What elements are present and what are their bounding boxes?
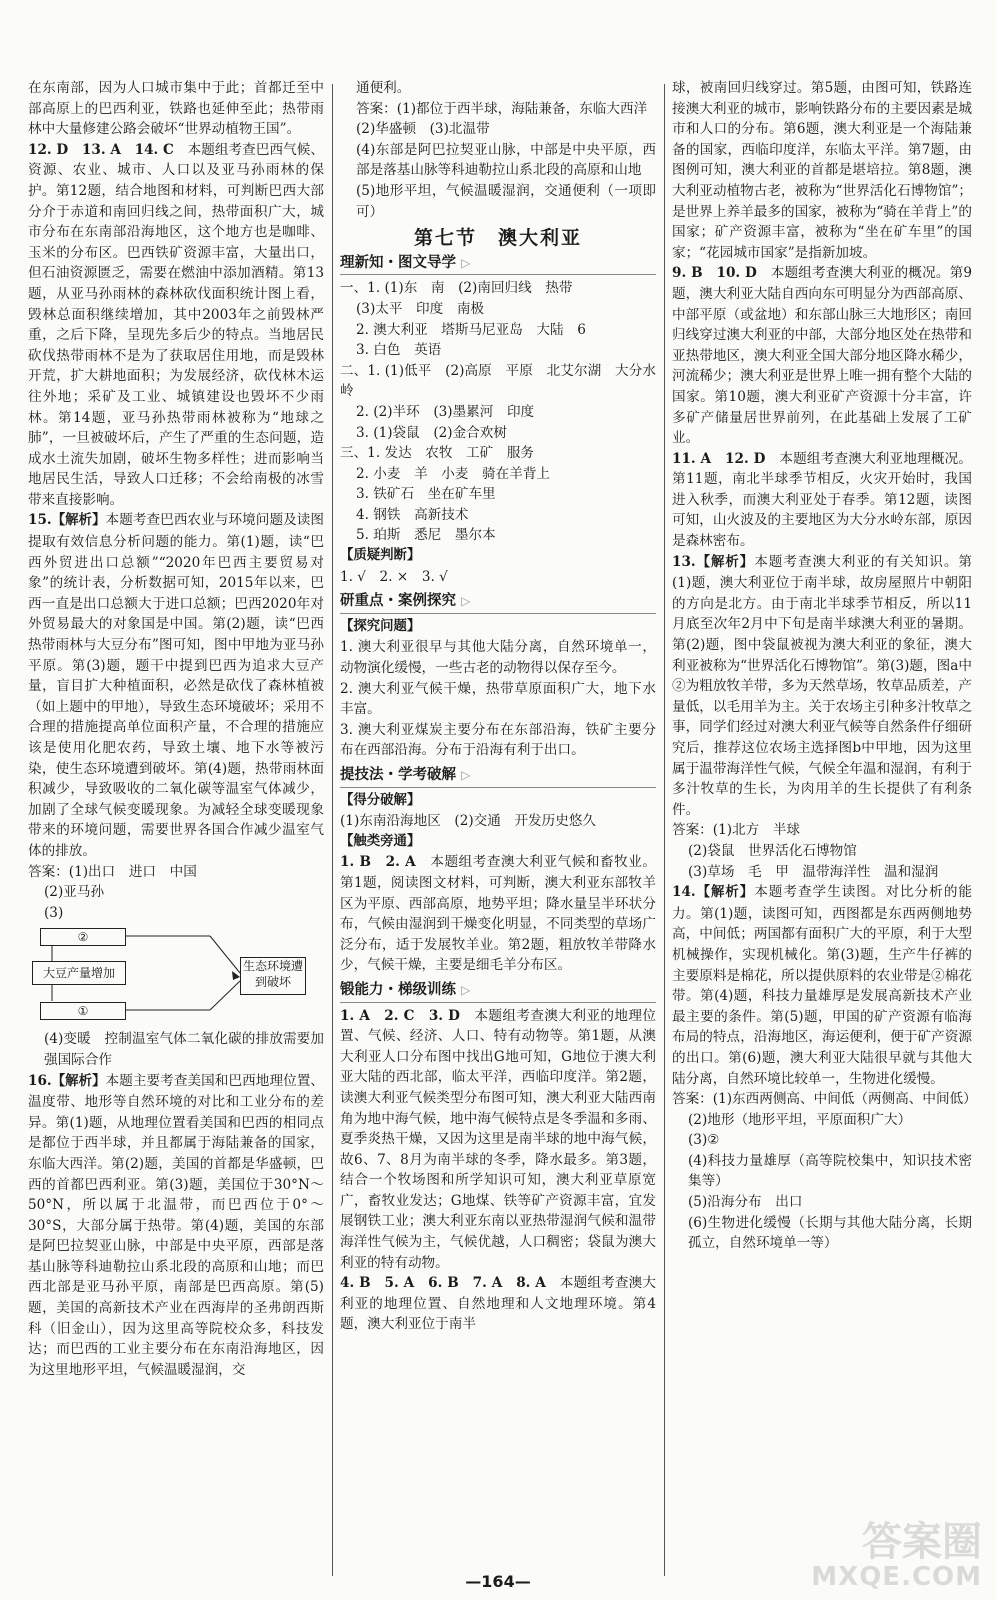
- subheading: 【触类旁通】: [340, 833, 421, 849]
- question-block: [340, 852, 656, 976]
- question-block: [340, 1273, 656, 1335]
- heading-text: 提技法・学考破解: [340, 767, 456, 783]
- answer-key: 12. D 13. A 14. C: [28, 141, 174, 158]
- answer-line: (6)生物进化缓慢（长期与其他大陆分离，长期孤立，自然环境单一等）: [688, 1214, 972, 1252]
- answer-line: 答案：(1)出口 进口 中国: [28, 863, 197, 880]
- judgement-answers: 1. √ 2. × 3. √: [340, 568, 448, 585]
- watermark-text: 答案圈: [862, 1519, 982, 1565]
- question-number: 16.: [28, 1072, 52, 1089]
- fill-answer: 3. 白色 英语: [356, 342, 442, 359]
- paragraph: (1)东南沿海地区 (2)交通 开发历史悠久: [340, 813, 597, 830]
- column-divider-2: [664, 84, 665, 1576]
- answer-line: 答案：(1)东西两侧高、中间低（两侧高、中间低）: [672, 1091, 977, 1108]
- question-16: [28, 1071, 324, 1381]
- analysis-tag: 【解析】: [51, 1073, 106, 1089]
- paragraph: 通便利。: [356, 80, 411, 96]
- answer-key: 11. A 12. D: [672, 450, 766, 467]
- heading-text: 研重点・案例探究: [340, 593, 456, 610]
- subheading: 【质疑判断】: [340, 548, 421, 564]
- explanation: 本题组考查巴西气候、资源、农业、城市、人口以及亚马孙雨林的保护。第12题，结合地图和材料，可判断巴西大部分介于赤道和南回归线之间，热带面积广大，城市分布在东南部沿海地区，这个地方也是咖啡、玉米的分布区。巴西铁矿资源丰富，大量出口，但石油资源匮乏，需要在燃油中添加酒精。第13题，从亚马孙雨林的森林砍伐面积统计图上看，毁林总面积继续增加，其中2003年之前毁林严重，之后下降，呈现先多后少的特点。当地居民砍伐热带雨林不是为了获取居住用地，而是毁林开荒，扩大耕地面积；为发展经济，砍伐林木运往外地；采矿及工业、城镇建设也毁坏不少雨林。第14题，亚马孙热带雨林被称为“地球之肺”，一旦被破坏后，产生了严重的生态问题，造成水土流失加剧，破坏生物多样性；进而影响当地居民生活，导致人口迁移；不会给南极的冰雪带来直接影响。: [28, 141, 324, 508]
- fill-answer: 2. 澳大利亚 塔斯马尼亚岛 大陆 6: [356, 321, 586, 338]
- explanation: 本题组考查澳大利亚气候和畜牧业。第1题，阅读图文材料，可判断，澳大利亚东部牧羊区为平原、西部高原，地势平坦；降水量呈半环状分布，气候由湿润到干燥变化明显，不同类型的草场广泛分布，适于发展牧羊业。第2题，粗放牧羊带降水少，气候干燥，主要是细毛羊分布区。: [340, 854, 656, 974]
- arrow-icon: ▷: [461, 594, 471, 609]
- fill-answer: 5. 珀斯 悉尼 墨尔本: [356, 527, 496, 544]
- subheading: 【得分破解】: [340, 792, 421, 808]
- answer-line: (4)变暖 控制温室气体二氧化碳的排放需要加强国际合作: [44, 1031, 324, 1068]
- paragraph: 球，被南回归线穿过。第5题，由图可知，铁路连接澳大利亚的城市，影响铁路分布的主要因素是城市和人口的分布。第6题，澳大利亚是一个海陆兼备的国家，西临印度洋，东临太平洋。第7题，由图例可知，澳大利亚的首都是堪培拉。第8题，澳大利亚动植物古老，被称为“世界活化石博物馆”；是世界上养羊最多的国家，被称为“骑在羊背上”的国家；矿产资源丰富，被称为“坐在矿车里”的国家；“花园城市国家”是指新加坡。: [672, 80, 972, 261]
- fill-answer: 3. 铁矿石 坐在矿车里: [356, 486, 496, 503]
- fill-answer: 二、1. (1)低平 (2)高原 平原 北艾尔湖 大分水岭: [340, 362, 656, 400]
- question-14: [672, 882, 972, 1089]
- list-item: 3. 澳大利亚煤炭主要分布在东部沿海，铁矿主要分布在西部沿海。分布于沿海有利于出口。: [340, 721, 656, 759]
- explanation: 本题主要考查美国和巴西地理位置、温度带、地形等自然环境的对比和工业分布的差异。第(1)题，从地理位置看美国和巴西的相同点是都位于西半球，并且都属于海陆兼备的国家，东临大西洋。第(2)题，美国的首都是华盛顿，巴西的首都巴西利亚。第(3)题，美国位于30°N～50°N，所以属于北温带，而巴西位于0°～30°S，大部分属于热带。第(4)题，美国的东部是阿巴拉契亚山脉，中部是中央平原，西部是落基山脉等科迪勒拉山系北段的高原和山地；而巴西北部是亚马孙平原，南部是巴西高原。第(5)题，美国的高新技术产业在西海岸的圣弗朗西斯科（旧金山），因为这里高等院校众多，科技发达；而巴西的工业主要分布在东南沿海地区，因为这里地形平坦，气候温暖湿润，交: [28, 1072, 325, 1378]
- answer-line: (2)亚马孙: [44, 884, 105, 901]
- answer-line: (4)科技力量雄厚（高等院校集中，知识技术密集等）: [688, 1152, 972, 1190]
- question-block: [340, 1006, 656, 1274]
- answer-line: (5)沿海分布 出口: [688, 1194, 803, 1211]
- page-number: —164—: [465, 1572, 531, 1591]
- question-number: 15.: [28, 512, 52, 529]
- arrow-icon: ▷: [461, 982, 471, 997]
- heading-text: 理新知・图文导学: [340, 254, 456, 271]
- answer-line: (3): [44, 904, 64, 921]
- question-number: 13.: [672, 553, 696, 570]
- list-item: 1. 澳大利亚很早与其他大陆分离，自然环境单一，动物演化缓慢，一些古老的动物得以保存至今。: [340, 639, 656, 677]
- question-15: [28, 510, 324, 861]
- arrow-icon: ▷: [461, 255, 471, 270]
- diagram-box-2: ②: [40, 928, 126, 946]
- explanation: 本题组考查澳大利亚的地理位置、气候、经济、人口、特有动物等。第1题，从澳大利亚人口分布图中找出G地可知，G地位于澳大利亚大陆的西北部，临太平洋，西临印度洋。第2题，读澳大利亚气候类型分布图可知，澳大利亚大陆西南角为地中海气候，地中海气候特点是冬季温和多雨、夏季炎热干燥，又因为这里是南半球的地中海气候，故6、7、8月为南半球的冬季，降水最多。第3题，结合一个牧场图和所学知识可知，澳大利亚草原宽广，畜牧业发达；G地煤、铁等矿产资源丰富，宜发展钢铁工业；澳大利亚东南以亚热带湿润气候和温带海洋性气候为主，气候优越，人口稠密；袋鼠为澳大利亚的特有动物。: [340, 1007, 656, 1271]
- analysis-tag: 【解析】: [695, 885, 755, 901]
- answer-line: (3)草场 毛 甲 温带海洋性 温和湿润: [688, 863, 939, 880]
- answer-key: 9. B 10. D: [672, 265, 757, 282]
- answer-line: (5)地形平坦，气候温暖湿润，交通便利（一项即可）: [356, 182, 656, 220]
- answer-line: (2)华盛顿 (3)北温带: [356, 121, 490, 138]
- heading-text: 锻能力・梯级训练: [340, 981, 456, 998]
- section-heading: [340, 980, 656, 1003]
- answer-line: (2)地形（地形平坦，平原面积广大）: [688, 1111, 912, 1128]
- diagram-box-soy-yield: 大豆产量增加: [32, 961, 126, 985]
- analysis-tag: 【解析】: [51, 513, 106, 529]
- explanation: 本题考查巴西农业与环境问题及读图提取有效信息分析问题的能力。第(1)题，读“巴西外贸进出口总额”“2020年巴西主要贸易对象”的统计表，分析数据可知，2015年以来，巴西一直是出口总额大于进口总额；巴西2020年对外贸易最大的对象国是中国。第(2)题，读“巴西热带雨林与大豆分布”图可知，图中甲地为亚马孙平原。第(3)题，题干中提到巴西为追求大豆产量，盲目扩大种植面积，必然是砍伐了森林植被（如上题中的甲地），导致生态环境破坏；采用不合理的措施提高单位面积产量，不合理的措施应该是使用化肥农药，导致土壤、地下水等被污染，使生态环境遭到破坏。第(4)题，热带雨林面积减少，导致吸收的二氧化碳等温室气体减少，加剧了全球气候变暖现象。为减轻全球变暖现象带来的环境问题，需要世界各国合作减少温室气体的排放。: [28, 512, 325, 859]
- column-1: [28, 78, 324, 1380]
- column-2: [340, 78, 656, 1335]
- section-heading: [340, 253, 656, 276]
- question-block: [672, 449, 972, 552]
- fill-answer: 2. 小麦 羊 小麦 骑在羊背上: [356, 465, 551, 482]
- paragraph: 在东南部，因为人口城市集中于此；首都迁至中部高原上的巴西利亚，铁路也延伸至此；热带雨林中大量修建公路会破坏“世界动植物王国”。: [28, 80, 324, 138]
- answer-line: 答案：(1)北方 半球: [672, 822, 801, 839]
- list-item: 2. 澳大利亚气候干燥，热带草原面积广大，地下水丰富。: [340, 680, 656, 718]
- subheading: 【探究问题】: [340, 618, 421, 634]
- fill-answer: 2. (2)半环 (3)墨累河 印度: [356, 403, 535, 420]
- column-divider-1: [332, 84, 333, 1576]
- fill-answer: 3. (1)袋鼠 (2)金合欢树: [356, 424, 507, 441]
- answer-key: 1. B 2. A: [340, 854, 416, 871]
- explanation: 本题考查学生读图。对比分析的能力。第(1)题，读图可知，西图都是东西两侧地势高，中间低；两国都有面积广大的平原，利于大型机械操作，实现机械化。第(3)题，生产牛仔裤的主要原料是棉花，所以提供原料的农业带是②棉花带。第(4)题，科技力量雄厚是发展高新技术产业最主要的条件。第(5)题，甲国的矿产资源有临海布局的特点，沿海地区，海运便利，便于矿产资源的出口。第(6)题，澳大利亚大陆很早就与其他大陆分离，自然环境比较单一，生物进化缓慢。: [672, 884, 973, 1087]
- diagram-box-eco-damage: 生态环境遭到破坏: [240, 957, 306, 995]
- explanation: 本题考查澳大利亚的有关知识。第(1)题，澳大利亚位于南半球，故房屋照片中朝阳的方向是北方。由于南北半球季节相反，所以11月底至次年2月中下旬是南半球澳大利亚的暑期。第(2)题，图中袋鼠被视为澳大利亚的象征，澳大利亚被称为“世界活化石博物馆”。第(3)题，图a中②为粗放牧羊带，多为天然草场，牧草品质差，产量低，以毛用羊为主。关于农场主引种多汁牧草之事，同学们经过对澳大利亚气候等自然条件仔细研究后，推荐这位农场主选择图b中甲地，因为这里属于温带海洋性气候，气候全年温和湿润，有利于多汁牧草的生长，为肉用羊的生长提供了有利条件。: [672, 553, 973, 818]
- question-12-14: [28, 140, 324, 511]
- answer-key: 1. A 2. C 3. D: [340, 1007, 460, 1024]
- answer-line: 答案：(1)都位于西半球，海陆兼备，东临大西洋: [356, 100, 648, 117]
- fill-answer: (3)太平 印度 南极: [356, 300, 485, 317]
- answer-key: 4. B 5. A 6. B 7. A 8. A: [340, 1275, 546, 1292]
- fill-answer: 4. 钢铁 高新技术: [356, 506, 469, 523]
- explanation: 本题组考查澳大利亚的地理位置、自然地理和人文地理环境。第4题，澳大利亚位于南半: [340, 1275, 656, 1333]
- answer-line: (4)东部是阿巴拉契亚山脉，中部是中央平原，西部是落基山脉等科迪勒拉山系北段的高原和山地: [356, 141, 656, 179]
- question-13: [672, 552, 972, 821]
- fill-answer: 三、1. 发达 农牧 工矿 服务: [340, 445, 535, 462]
- arrow-icon: ▷: [461, 768, 471, 782]
- answer-line: (2)袋鼠 世界活化石博物馆: [688, 842, 857, 859]
- section-title: 第七节 澳大利亚: [413, 227, 582, 250]
- explanation: 本题组考查澳大利亚的概况。第9题，澳大利亚大陆自西向东可明显分为西部高原、中部平原（或盆地）和东部山脉三大地形区；南回归线穿过澳大利亚的中部，大部分地区处在热带和亚热带地区，澳大利亚全国大部分地区降水稀少，河流稀少；澳大利亚是世界上唯一拥有整个大陆的国家。第10题，澳大利亚矿产资源十分丰富，许多矿产储量居世界前列，在此基础上发展了工矿业。: [672, 265, 972, 447]
- question-number: 14.: [672, 884, 696, 901]
- fill-answer: 一、1. (1)东 南 (2)南回归线 热带: [340, 280, 573, 297]
- diagram-box-1: ①: [40, 1002, 126, 1020]
- answer-line: (3)②: [688, 1132, 720, 1149]
- section-heading: [340, 765, 656, 788]
- flow-diagram: [32, 925, 324, 1027]
- column-3: [672, 78, 977, 1254]
- section-heading: [340, 591, 656, 614]
- explanation: 本题组考查澳大利亚地理概况。第11题，南北半球季节相反，火灾开始时，我国进入秋季，而澳大利亚处于春季。第12题，读图可知，山火波及的主要地区为大分水岭东部，原因是森林密布。: [672, 450, 973, 550]
- question-block: [672, 263, 972, 448]
- watermark-url: MXQE.COM: [811, 1562, 982, 1592]
- watermark-logo: [811, 1519, 982, 1592]
- analysis-tag: 【解析】: [695, 554, 755, 570]
